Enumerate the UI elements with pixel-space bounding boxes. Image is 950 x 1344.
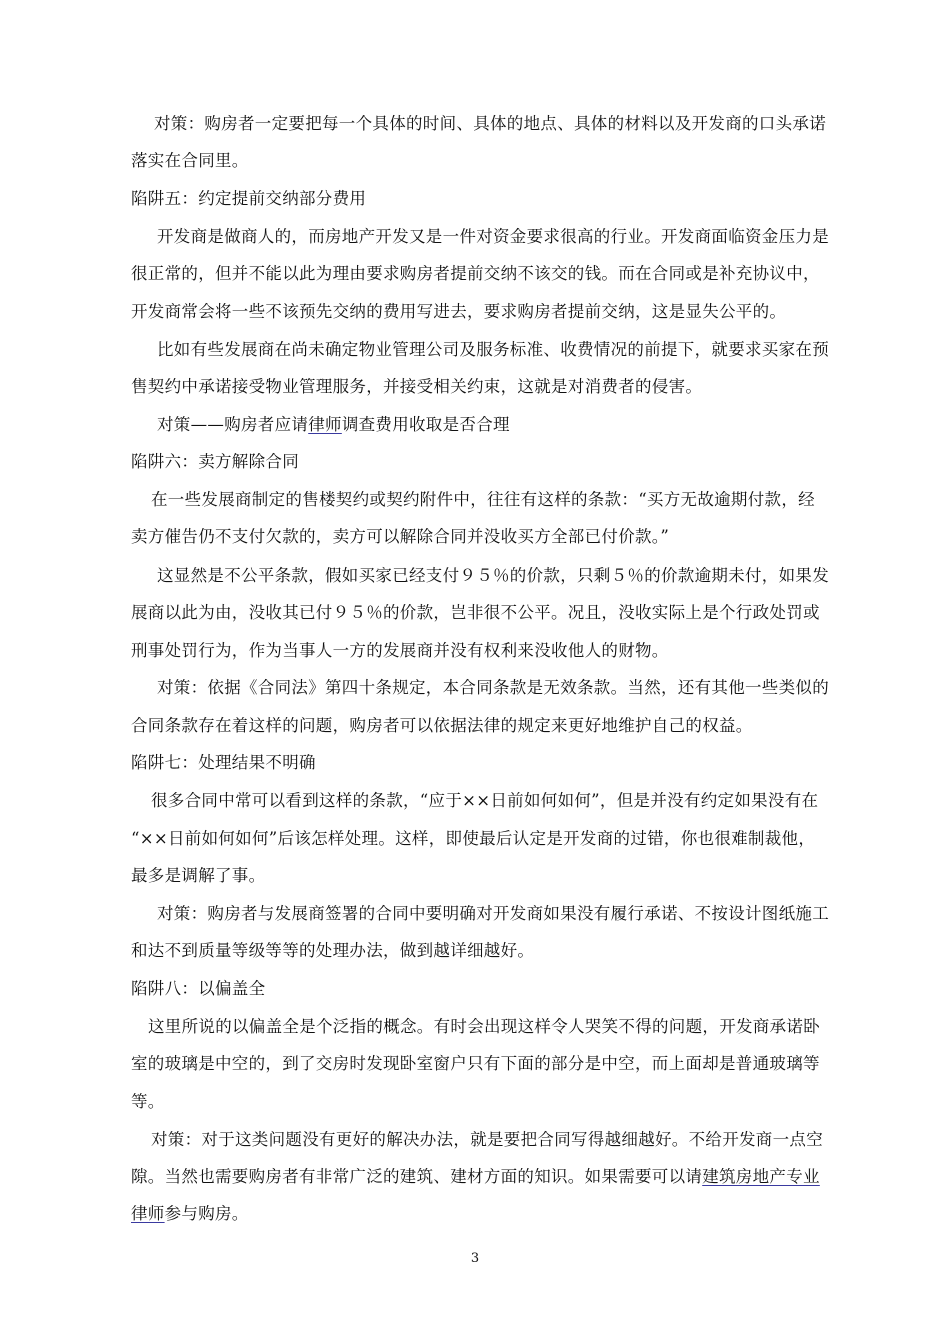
paragraph-line: 刑事处罚行为，作为当事人一方的发展商并没有权利来没收他人的财物。	[131, 641, 669, 660]
real-estate-lawyer-link[interactable]: 建筑房地产专业	[702, 1167, 820, 1186]
paragraph-line: 售契约中承诺接受物业管理服务，并接受相关约束，这就是对消费者的侵害。	[131, 377, 703, 396]
paragraph-line: 在一些发展商制定的售楼契约或契约附件中，往往有这样的条款：“买方无故逾期付款，经	[151, 490, 815, 509]
section-heading: 陷阱五：约定提前交纳部分费用	[131, 189, 367, 208]
paragraph-line	[131, 1204, 831, 1224]
text-span: 对策——购房者应请	[157, 415, 309, 434]
paragraph-line: 开发商常会将一些不该预先交纳的费用写进去，要求购房者提前交纳，这是显失公平的。	[131, 302, 787, 321]
paragraph-line: 和达不到质量等级等等的处理办法，做到越详细越好。	[131, 941, 535, 960]
paragraph-line: 合同条款存在着这样的问题，购房者可以依据法律的规定来更好地维护自己的权益。	[131, 716, 753, 735]
paragraph-line: 很多合同中常可以看到这样的条款，“应于××日前如何如何”，但是并没有约定如果没有在	[151, 791, 819, 810]
paragraph-line: “××日前如何如何”后该怎样处理。这样，即使最后认定是开发商的过错，你也很难制裁他，	[131, 829, 816, 848]
paragraph-line: 等。	[131, 1092, 165, 1111]
paragraph-line: 对策：购房者与发展商签署的合同中要明确对开发商如果没有履行承诺、不按设计图纸施工	[157, 904, 829, 923]
paragraph-line	[131, 1167, 831, 1187]
paragraph-line	[157, 415, 857, 435]
paragraph-line: 最多是调解了事。	[131, 866, 266, 885]
paragraph-line: 很正常的，但并不能以此为理由要求购房者提前交纳不该交的钱。而在合同或是补充协议中，	[131, 264, 820, 283]
lawyer-link[interactable]: 律师	[308, 415, 342, 434]
page-number: 3	[470, 1251, 480, 1266]
text-span: 隙。当然也需要购房者有非常广泛的建筑、建材方面的知识。如果需要可以请	[131, 1167, 703, 1186]
text-span: 参与购房。	[164, 1204, 249, 1223]
section-heading: 陷阱七：处理结果不明确	[131, 753, 316, 772]
real-estate-lawyer-link[interactable]: 律师	[131, 1204, 165, 1223]
paragraph-line: 卖方催告仍不支付欠款的，卖方可以解除合同并没收买方全部已付价款。”	[131, 527, 670, 546]
paragraph-line: 对策：购房者一定要把每一个具体的时间、具体的地点、具体的材料以及开发商的口头承诺	[154, 114, 826, 133]
paragraph-line: 开发商是做商人的，而房地产开发又是一件对资金要求很高的行业。开发商面临资金压力是	[157, 227, 829, 246]
text-span: 调查费用收取是否合理	[341, 415, 510, 434]
paragraph-line: 这里所说的以偏盖全是个泛指的概念。有时会出现这样令人哭笑不得的问题，开发商承诺卧	[148, 1017, 820, 1036]
section-heading: 陷阱八：以偏盖全	[131, 979, 266, 998]
paragraph-line: 比如有些发展商在尚未确定物业管理公司及服务标准、收费情况的前提下，就要求买家在预	[157, 340, 829, 359]
paragraph-line: 对策：对于这类问题没有更好的解决办法，就是要把合同写得越细越好。不给开发商一点空	[151, 1130, 823, 1149]
paragraph-line: 这显然是不公平条款，假如买家已经支付９５％的价款，只剩５％的价款逾期未付，如果发	[157, 566, 829, 585]
paragraph-line: 对策：依据《合同法》第四十条规定，本合同条款是无效条款。当然，还有其他一些类似的	[157, 678, 829, 697]
paragraph-line: 落实在合同里。	[131, 151, 249, 170]
section-heading: 陷阱六：卖方解除合同	[131, 452, 299, 471]
paragraph-line: 室的玻璃是中空的，到了交房时发现卧室窗户只有下面的部分是中空，而上面却是普通玻璃等	[131, 1054, 820, 1073]
paragraph-line: 展商以此为由，没收其已付９５％的价款，岂非很不公平。况且，没收实际上是个行政处罚或	[131, 603, 820, 622]
